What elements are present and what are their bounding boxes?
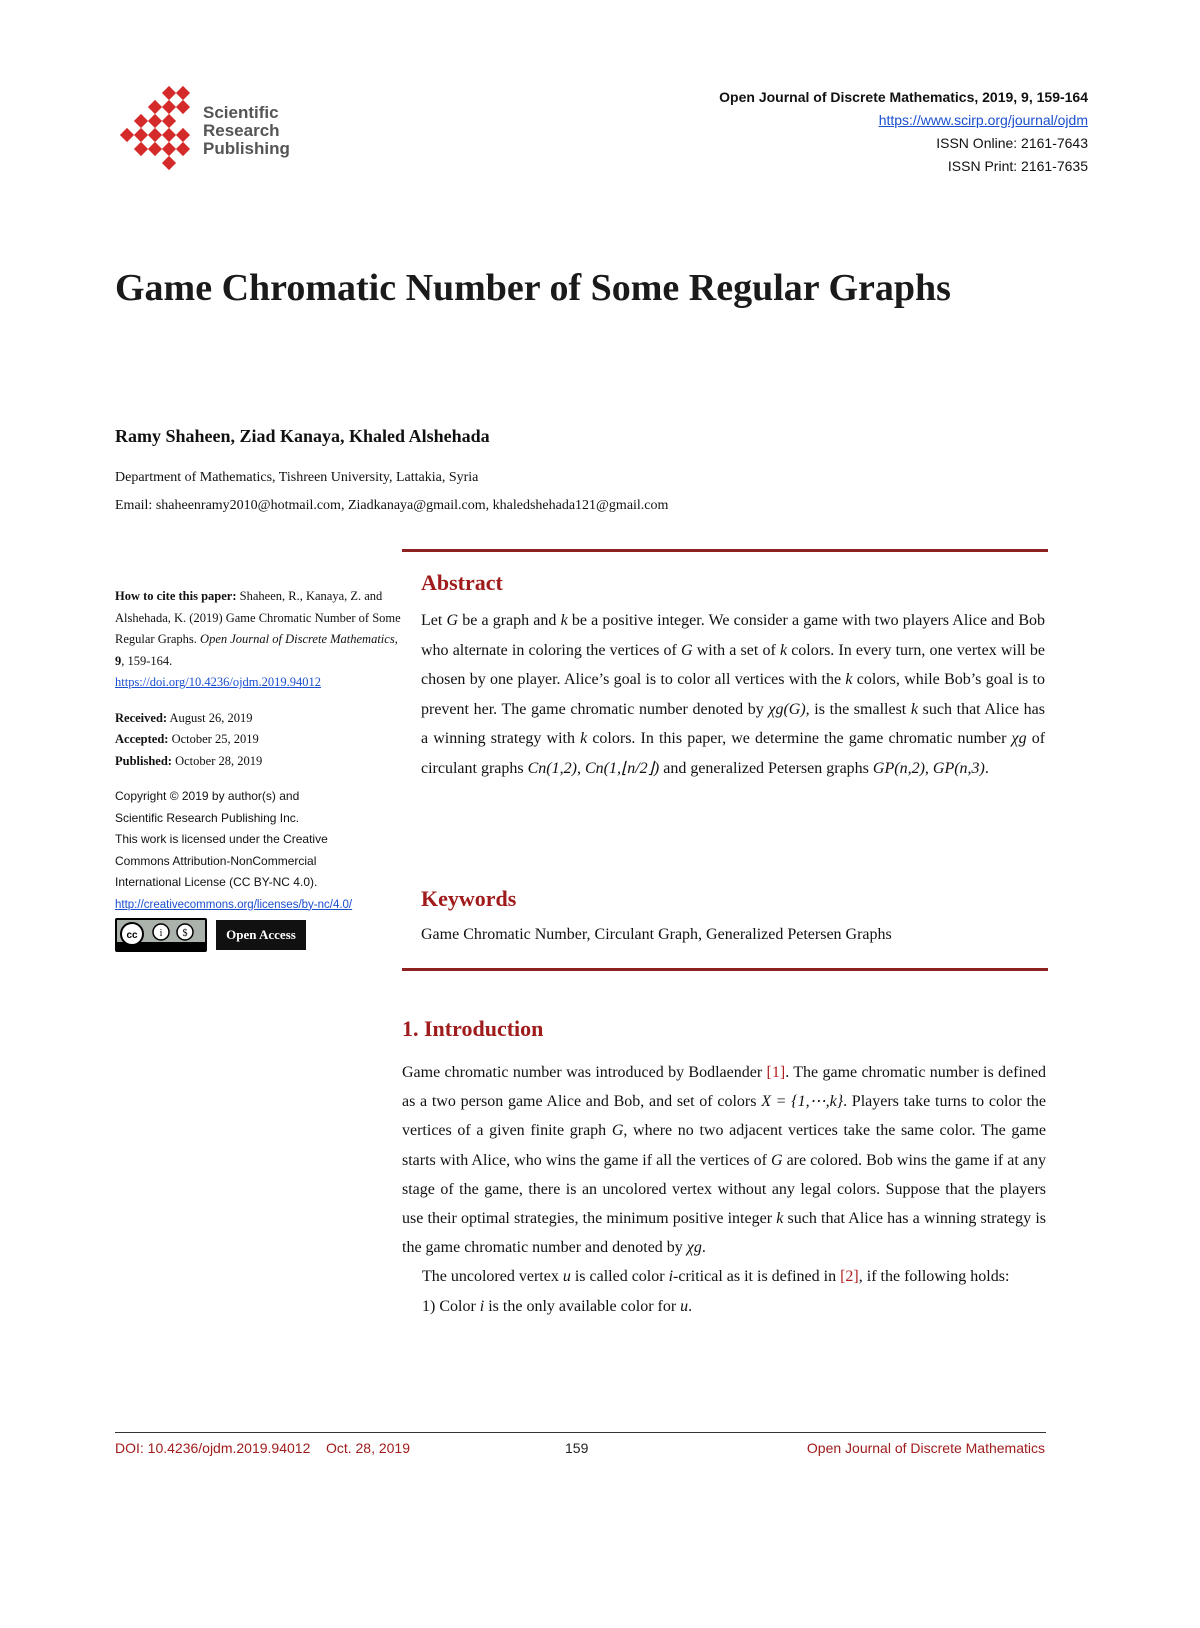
cite-pages: 159-164. [127, 653, 173, 668]
copyright-1: Copyright © 2019 by author(s) and [115, 789, 300, 803]
cite-label: How to cite this paper: [115, 589, 237, 603]
ref-1-link[interactable]: [1] [766, 1064, 786, 1081]
journal-line: Open Journal of Discrete Mathematics, 2019, 9, 159-164 [719, 89, 1088, 105]
petersen-gp2: GP(n,2) [872, 759, 925, 777]
copyright-4: Commons Attribution-NonCommercial [115, 853, 317, 868]
footer-journal: Open Journal of Discrete Mathematics [806, 1440, 1045, 1456]
abstract-top-rule [402, 549, 1048, 552]
received-date: August 26, 2019 [169, 710, 253, 725]
cite-text: Shaheen, R., Kanaya, Z. and Alshehada, K. (2019) Game Chromatic Number of Some Regular Graphs. [115, 589, 401, 646]
copyright-3: This work is licensed under the Creative [115, 832, 328, 846]
cite-journal: Open Journal of Discrete Mathematics [200, 632, 395, 646]
received-label: Received: [115, 710, 168, 725]
issn-online: ISSN Online: 2161-7643 [936, 135, 1088, 151]
citation: How to cite this paper: Shaheen, R., Kanaya, Z. and Alshehada, K. (2019) Game Chromatic Number of Some Regular Graphs. Open Journal of Discrete Mathematics, 9, 159-164. [115, 589, 401, 668]
intro-heading: 1. Introduction [402, 1016, 544, 1041]
abstract-bottom-rule [402, 968, 1048, 971]
published-date: October 28, 2019 [175, 753, 263, 768]
issn-print: ISSN Print: 2161-7635 [947, 158, 1088, 174]
publisher-logo-text [203, 104, 290, 158]
petersen-gp3: GP(n,3) [932, 759, 985, 777]
logo-line-3: Publishing [203, 139, 290, 158]
doi-link[interactable]: https://doi.org/10.4236/ojdm.2019.94012 [115, 675, 322, 689]
intro-item-1: 1) Color i is the only available color for u. [422, 1297, 693, 1315]
cc-license-icon[interactable] [115, 918, 207, 952]
svg-text:cc: cc [126, 930, 138, 941]
cite-volume: 9 [115, 653, 122, 668]
intro-paragraph-2: The uncolored vertex u is called color i-critical as it is defined in [2], if the following holds: [422, 1268, 1010, 1286]
accepted-date: October 25, 2019 [171, 732, 259, 746]
journal-info [719, 86, 1088, 178]
keywords-text: Game Chromatic Number, Circulant Graph, Generalized Petersen Graphs [421, 926, 892, 943]
chi-g: χg [1011, 730, 1027, 747]
abstract-heading: Abstract [421, 570, 503, 595]
affiliation: Department of Mathematics, Tishreen University, Lattakia, Syria [115, 470, 479, 485]
open-access-badge: Open Access [216, 920, 306, 950]
svg-text:i: i [159, 928, 163, 939]
circulant-cn-half: Cn(1,⌊n/2⌋) [584, 759, 660, 777]
footer-date: Oct. 28, 2019 [325, 1440, 410, 1456]
author-emails: Email: shaheenramy2010@hotmail.com, Ziadkanaya@gmail.com, khaledshehada121@gmail.com [115, 498, 669, 513]
accepted-label: Accepted: [115, 732, 169, 746]
copyright-5: International License (CC BY-NC 4.0). [115, 875, 318, 889]
published-label: Published: [115, 753, 172, 768]
license-link[interactable]: http://creativecommons.org/licenses/by-nc/4.0/ [115, 898, 353, 911]
svg-text:$: $ [182, 928, 188, 939]
footer-rule [115, 1432, 1046, 1433]
paper-title: Game Chromatic Number of Some Regular Graphs [115, 267, 951, 309]
intro-body [402, 1058, 1046, 1321]
paper-authors: Ramy Shaheen, Ziad Kanaya, Khaled Alshehada [115, 426, 490, 446]
color-set: X = {1,⋯,k} [761, 1093, 844, 1111]
footer-doi: DOI: 10.4236/ojdm.2019.94012 Oct. 28, 2019 [115, 1440, 410, 1456]
side-column [115, 586, 405, 952]
intro-paragraph-1: Game chromatic number was introduced by Bodlaender [1]. The game chromatic number is defined as a two person game Alice and Bob, and set of colors X = {1,⋯,k}. Players take turns to color the vertices of a given finite graph G, where no two adjacent vertices take the same color. The game starts with Alice, who wins the game if all the vertices of G are colored. Bob wins the game if at any stage of the game, there is an uncolored vertex without any legal colors. Suppose that the players use their optimal strategies, the minimum positive integer k such that Alice has a winning strategy is the game chromatic number and denoted by χg. [402, 1064, 1047, 1257]
copyright-2: Scientific Research Publishing Inc. [115, 810, 300, 825]
ref-2-link[interactable]: [2] [840, 1268, 859, 1286]
chi-g-of-g: χg(G) [768, 700, 806, 718]
footer-page-number: 159 [565, 1440, 589, 1456]
circulant-cn12: Cn(1,2) [527, 759, 577, 777]
abstract-text: Let G be a graph and k be a positive integer. We consider a game with two players Alice and Bob who alternate in coloring the vertices of G with a set of k colors. In every turn, one vertex will be chosen by one player. Alice’s goal is to color all vertices with the k colors, while Bob’s goal is to prevent her. The game chromatic number denoted by χg(G), is the smallest k such that Alice has a winning strategy with k colors. In this paper, we determine the game chromatic number χg of circulant graphs Cn(1,2), Cn(1,⌊n/2⌋) and generalized Petersen graphs GP(n,2), GP(n,3). [421, 612, 1046, 777]
keywords-heading: Keywords [421, 886, 517, 911]
logo-line-2: Research [203, 121, 280, 140]
journal-url-link[interactable]: https://www.scirp.org/journal/ojdm [878, 112, 1088, 128]
logo-line-1: Scientific [203, 103, 279, 122]
